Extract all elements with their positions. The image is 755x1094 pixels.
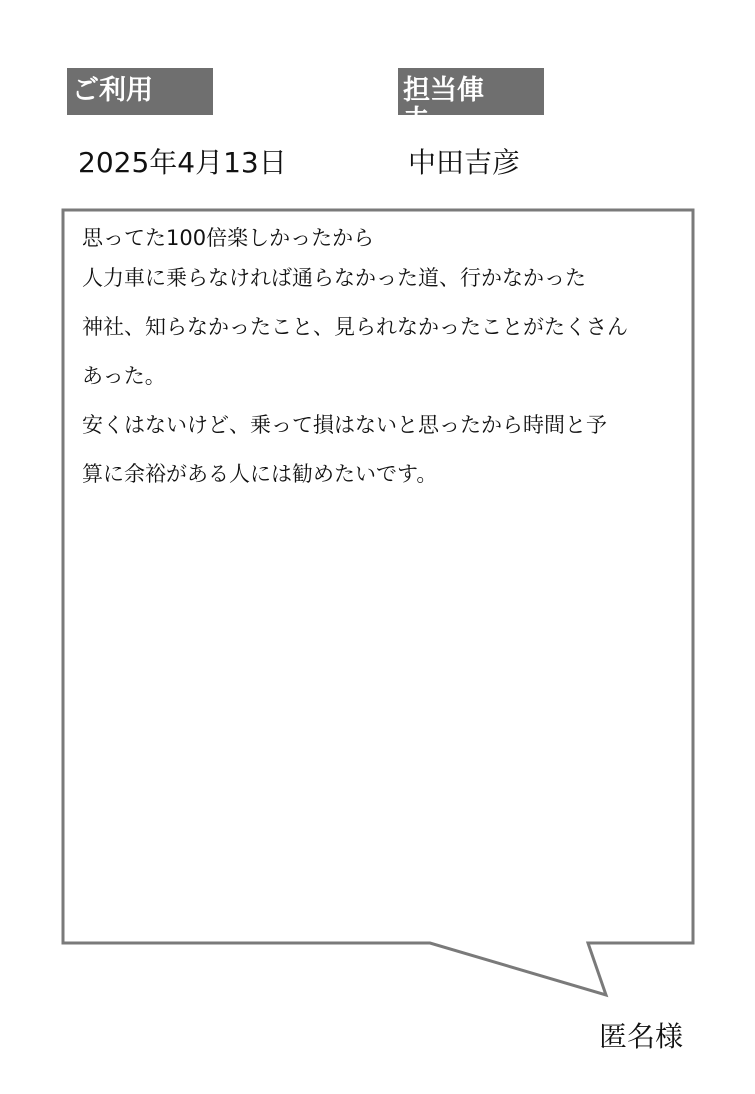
staff-label-text: 担当俥夫 <box>403 75 484 136</box>
comment-line: 算に余裕がある人には勧めたいです。 <box>82 462 438 486</box>
comment-line: 安くはないけど、乗って損はないと思ったから時間と予 <box>82 413 607 437</box>
comment-line: 神社、知らなかったこと、見られなかったことがたくさん <box>82 315 628 339</box>
author-name: 匿名様 <box>598 1020 683 1053</box>
usage-date-value: 2025年4月13日 <box>78 146 287 179</box>
review-comment <box>82 222 687 499</box>
comment-line: 思ってた100倍楽しかったから <box>82 226 375 250</box>
comment-line: あった。 <box>82 364 166 388</box>
usage-date-label: ご利用 <box>67 68 213 115</box>
staff-name-value: 中田吉彦 <box>408 146 521 179</box>
comment-line: 人力車に乗らなければ通らなかった道、行かなかった <box>82 266 586 290</box>
